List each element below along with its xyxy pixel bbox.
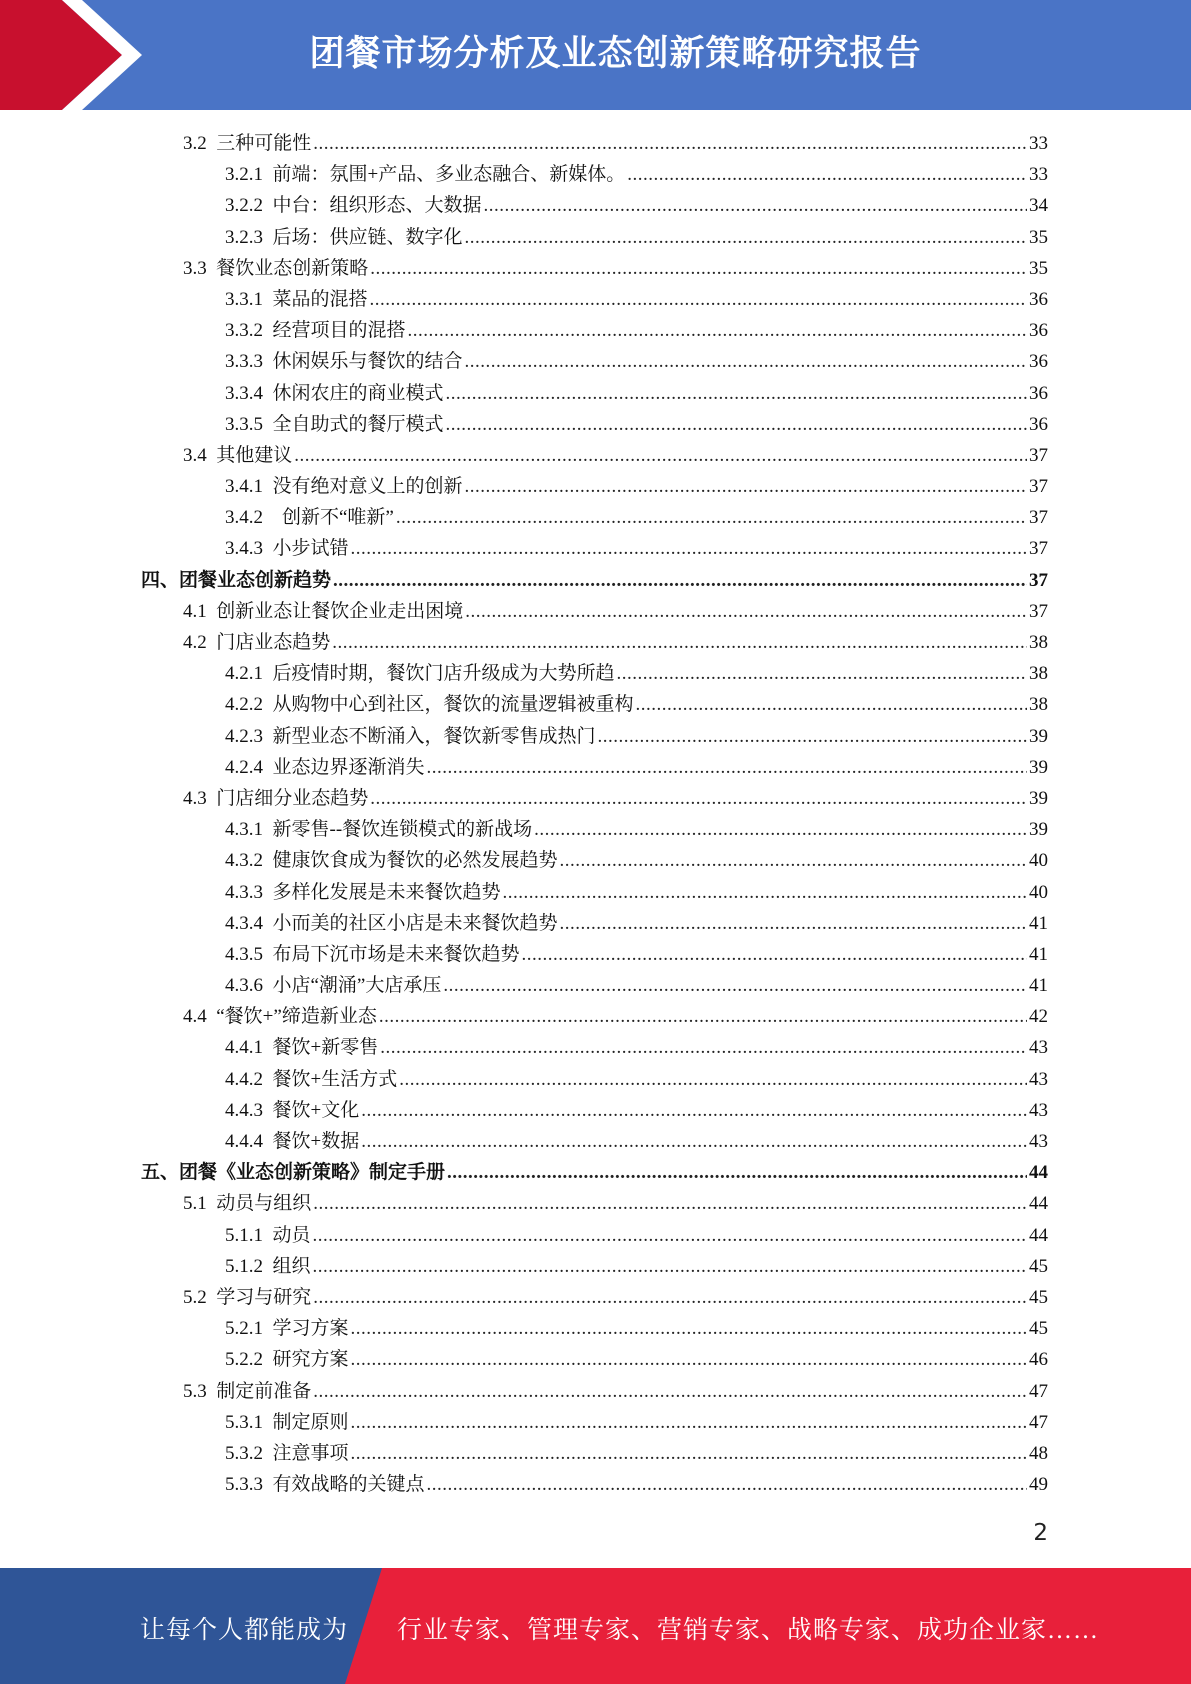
toc-entry-number: 4.2.2: [225, 694, 273, 716]
toc-dot-leader: [396, 502, 1027, 533]
toc-entry[interactable]: [141, 159, 1048, 190]
toc-dot-leader: [427, 752, 1027, 783]
toc-entry-page: 37: [1029, 538, 1048, 560]
toc-entry-title: 门店细分业态趋势: [216, 787, 369, 809]
toc-dot-leader: [560, 908, 1027, 939]
toc-entry-page: 36: [1029, 413, 1048, 435]
toc-entry-title: 小店“潮涌”大店承压: [272, 975, 442, 997]
toc-dot-leader: [465, 471, 1027, 502]
toc-entry-page: 35: [1029, 257, 1048, 279]
toc-entry-number: 4.4.3: [225, 1099, 273, 1121]
toc-entry-page: 33: [1029, 164, 1048, 186]
toc-dot-leader: [627, 159, 1027, 190]
toc-entry-title: 经营项目的混搭: [272, 320, 406, 342]
toc-dot-leader: [361, 1126, 1027, 1157]
toc-entry-title: 动员与组织: [216, 1193, 312, 1215]
toc-entry-page: 49: [1029, 1474, 1048, 1496]
toc-entry-title: 餐饮+数据: [272, 1131, 360, 1152]
toc-entry-title: 餐饮+生活方式: [272, 1068, 398, 1090]
toc-entry[interactable]: [141, 908, 1048, 939]
toc-entry-number: 4.2.3: [225, 725, 273, 747]
toc-dot-leader: [408, 315, 1027, 346]
toc-entry[interactable]: [141, 783, 1048, 814]
toc-entry-page: 37: [1029, 569, 1048, 591]
toc-entry-number: 4.3.4: [225, 912, 273, 934]
toc-entry-page: 37: [1029, 476, 1048, 498]
toc-entry[interactable]: [141, 752, 1048, 783]
toc-entry-page: 47: [1029, 1411, 1048, 1433]
toc-entry-number: 5.1: [183, 1193, 217, 1215]
toc-entry-number: 3.4.1: [225, 476, 273, 498]
toc-entry[interactable]: [141, 1313, 1048, 1344]
toc-entry-number: 5.3.2: [225, 1442, 273, 1464]
report-title: 团餐市场分析及业态创新策略研究报告: [309, 34, 922, 74]
toc-entry-page: 43: [1029, 1131, 1048, 1152]
toc-entry-page: 41: [1029, 975, 1048, 997]
toc-entry-page: 38: [1029, 694, 1048, 716]
toc-entry-title: 其他建议: [216, 444, 293, 466]
toc-dot-leader: [465, 346, 1027, 377]
toc-dot-leader: [351, 1313, 1027, 1344]
toc-dot-leader: [313, 128, 1027, 159]
toc-dot-leader: [379, 1001, 1027, 1032]
toc-entry-title: 三种可能性: [216, 133, 312, 154]
toc-entry-page: 47: [1029, 1380, 1048, 1402]
toc-entry[interactable]: [141, 970, 1048, 1001]
toc-entry[interactable]: [141, 440, 1048, 471]
toc-entry[interactable]: [141, 565, 1048, 596]
toc-entry-number: 5.2: [183, 1286, 217, 1308]
toc-entry-number: 3.4.2: [225, 507, 273, 529]
toc-entry[interactable]: [141, 1064, 1048, 1095]
toc-entry-number: 3.2: [183, 133, 217, 154]
toc-entry-number: 4.2.4: [225, 756, 273, 778]
toc-entry-number: 4.1: [183, 600, 217, 622]
toc-entry-page: 42: [1029, 1006, 1048, 1028]
toc-dot-leader: [351, 533, 1027, 564]
toc-dot-leader: [351, 1344, 1027, 1375]
toc-entry-title: 创新业态让餐饮企业走出困境: [216, 600, 464, 622]
toc-entry[interactable]: [141, 533, 1048, 564]
toc-entry-page: 38: [1029, 663, 1048, 685]
toc-entry-title: 餐饮+文化: [272, 1099, 360, 1121]
toc-entry-title: 制定前准备: [216, 1380, 312, 1402]
toc-entry-page: 39: [1029, 787, 1048, 809]
toc-entry-title: 菜品的混搭: [272, 288, 368, 310]
toc-entry[interactable]: [141, 1126, 1048, 1157]
toc-entry[interactable]: [141, 627, 1048, 658]
toc-entry-number: 3.3.4: [225, 382, 273, 404]
toc-entry-number: 3.3: [183, 257, 217, 279]
toc-entry-title: 餐饮业态创新策略: [216, 257, 369, 279]
toc-entry-page: 41: [1029, 943, 1048, 965]
toc-entry-title: 全自助式的餐厅模式: [272, 413, 444, 435]
toc-entry[interactable]: [141, 1438, 1048, 1469]
toc-entry[interactable]: [141, 502, 1048, 533]
toc-entry-page: 35: [1029, 226, 1048, 248]
toc-entry-title: 后疫情时期，餐饮门店升级成为大势所趋: [272, 663, 615, 685]
toc-entry[interactable]: [141, 845, 1048, 876]
toc-entry-title: 新型业态不断涌入，餐饮新零售成热门: [272, 725, 596, 747]
toc-entry[interactable]: [141, 190, 1048, 221]
toc-dot-leader: [351, 1438, 1027, 1469]
toc-entry[interactable]: [141, 1157, 1048, 1188]
toc-entry-title: 注意事项: [272, 1442, 349, 1464]
toc-entry[interactable]: [141, 1251, 1048, 1282]
toc-entry-number: 3.2.2: [225, 195, 273, 217]
toc-entry-number: 4.3.5: [225, 943, 273, 965]
toc-entry[interactable]: [141, 596, 1048, 627]
toc-entry-page: 39: [1029, 756, 1048, 778]
toc-entry-title: 中台：组织形态、大数据: [272, 195, 482, 217]
toc-entry-page: 44: [1029, 1224, 1048, 1246]
toc-entry[interactable]: [141, 877, 1048, 908]
toc-dot-leader: [370, 783, 1027, 814]
table-of-contents: [141, 128, 1048, 1500]
toc-dot-leader: [503, 877, 1027, 908]
toc-dot-leader: [598, 721, 1027, 752]
toc-entry[interactable]: [141, 689, 1048, 720]
page-number: 2: [1033, 1520, 1048, 1546]
toc-entry-page: 45: [1029, 1286, 1048, 1308]
toc-entry-title: 休闲娱乐与餐饮的结合: [272, 351, 463, 373]
toc-entry-number: 5.3.1: [225, 1411, 273, 1433]
toc-entry-title: 休闲农庄的商业模式: [272, 382, 444, 404]
toc-dot-leader: [332, 627, 1027, 658]
toc-dot-leader: [465, 596, 1027, 627]
toc-entry[interactable]: [141, 1220, 1048, 1251]
toc-entry-number: 4.3: [183, 787, 217, 809]
toc-entry-page: 40: [1029, 850, 1048, 872]
toc-entry-number: 5.1.2: [225, 1255, 273, 1277]
toc-entry-title: 研究方案: [272, 1349, 349, 1371]
toc-dot-leader: [313, 1282, 1027, 1313]
toc-entry-title: 学习与研究: [216, 1286, 312, 1308]
toc-entry-number: 4.3.1: [225, 819, 273, 841]
toc-entry-title: 新零售--餐饮连锁模式的新战场: [272, 819, 533, 841]
toc-entry[interactable]: [141, 721, 1048, 752]
toc-dot-leader: [313, 1376, 1027, 1407]
toc-dot-leader: [447, 1157, 1027, 1188]
toc-entry-title: 多样化发展是未来餐饮趋势: [272, 881, 501, 903]
toc-entry[interactable]: [141, 1001, 1048, 1032]
toc-dot-leader: [617, 658, 1027, 689]
toc-entry[interactable]: [141, 222, 1048, 253]
toc-entry[interactable]: [141, 1376, 1048, 1407]
toc-entry[interactable]: [141, 128, 1048, 159]
toc-dot-leader: [313, 1220, 1027, 1251]
toc-entry-page: 33: [1029, 133, 1048, 154]
toc-entry[interactable]: [141, 346, 1048, 377]
toc-entry[interactable]: [141, 1407, 1048, 1438]
toc-entry-page: 36: [1029, 382, 1048, 404]
toc-entry-title: 五、团餐《业态创新策略》制定手册: [141, 1162, 446, 1184]
toc-entry-number: 3.3.1: [225, 288, 273, 310]
toc-entry-page: 48: [1029, 1442, 1048, 1464]
toc-entry-number: 3.2.3: [225, 226, 273, 248]
toc-entry-number: 4.2.1: [225, 663, 273, 685]
toc-entry-page: 44: [1029, 1193, 1048, 1215]
toc-entry-page: 39: [1029, 725, 1048, 747]
toc-dot-leader: [443, 970, 1027, 1001]
toc-entry-title: 组织: [272, 1255, 311, 1277]
toc-entry-number: 3.2.1: [225, 164, 273, 186]
toc-entry-page: 45: [1029, 1318, 1048, 1340]
toc-entry-page: 37: [1029, 444, 1048, 466]
toc-entry-title: 制定原则: [272, 1411, 349, 1433]
toc-entry-number: 4.4: [183, 1006, 217, 1028]
toc-dot-leader: [446, 378, 1027, 409]
toc-entry[interactable]: [141, 1032, 1048, 1063]
toc-entry-number: 4.3.6: [225, 975, 273, 997]
toc-entry[interactable]: [141, 1095, 1048, 1126]
toc-entry[interactable]: [141, 284, 1048, 315]
toc-entry[interactable]: [141, 1282, 1048, 1313]
toc-entry[interactable]: [141, 253, 1048, 284]
toc-entry-page: 36: [1029, 351, 1048, 373]
toc-entry[interactable]: [141, 658, 1048, 689]
toc-dot-leader: [522, 939, 1027, 970]
toc-entry[interactable]: [141, 378, 1048, 409]
toc-dot-leader: [313, 1188, 1027, 1219]
toc-entry-page: 34: [1029, 195, 1048, 217]
toc-dot-leader: [351, 1407, 1027, 1438]
footer-banner: [0, 1568, 1191, 1684]
toc-dot-leader: [370, 284, 1027, 315]
toc-entry-number: 3.3.3: [225, 351, 273, 373]
toc-entry-number: 4.4.1: [225, 1037, 273, 1059]
toc-entry-number: 4.4.2: [225, 1068, 273, 1090]
toc-entry-title: 后场：供应链、数字化: [272, 226, 463, 248]
toc-entry-number: 5.3.3: [225, 1474, 273, 1496]
toc-entry-title: 小而美的社区小店是未来餐饮趋势: [272, 912, 558, 934]
toc-entry[interactable]: [141, 1344, 1048, 1375]
toc-dot-leader: [370, 253, 1027, 284]
toc-entry-title: 动员: [272, 1224, 311, 1246]
toc-entry-page: 36: [1029, 288, 1048, 310]
footer-slogan-left: 让每个人都能成为: [140, 1617, 349, 1644]
toc-dot-leader: [361, 1095, 1027, 1126]
toc-entry-page: 43: [1029, 1068, 1048, 1090]
toc-entry[interactable]: [141, 471, 1048, 502]
report-header: [0, 0, 1191, 110]
toc-entry-number: 5.2.1: [225, 1318, 273, 1340]
toc-entry-title: 布局下沉市场是未来餐饮趋势: [272, 943, 520, 965]
toc-dot-leader: [446, 409, 1027, 440]
toc-entry-number: 5.1.1: [225, 1224, 273, 1246]
toc-entry-page: 38: [1029, 632, 1048, 653]
toc-entry-number: 5.3: [183, 1380, 217, 1402]
toc-dot-leader: [333, 565, 1027, 596]
toc-entry-title: 创新不“唯新”: [272, 507, 394, 529]
toc-dot-leader: [380, 1032, 1027, 1063]
toc-dot-leader: [313, 1251, 1027, 1282]
toc-dot-leader: [399, 1064, 1027, 1095]
toc-entry-page: 37: [1029, 600, 1048, 622]
toc-entry-number: 4.3.3: [225, 881, 273, 903]
toc-entry-page: 43: [1029, 1037, 1048, 1059]
toc-entry-title: 没有绝对意义上的创新: [272, 476, 463, 498]
toc-entry-title: 前端：氛围+产品、多业态融合、新媒体。: [272, 164, 626, 186]
toc-entry[interactable]: [141, 315, 1048, 346]
toc-entry[interactable]: [141, 939, 1048, 970]
toc-entry-number: 4.3.2: [225, 850, 273, 872]
toc-entry-number: 3.3.2: [225, 320, 273, 342]
toc-dot-leader: [484, 190, 1027, 221]
toc-entry-title: 小步试错: [272, 538, 349, 560]
toc-entry-page: 37: [1029, 507, 1048, 529]
footer-slogan-right: 行业专家、管理专家、营销专家、战略专家、成功企业家……: [397, 1617, 1100, 1644]
toc-entry-number: 4.4.4: [225, 1131, 273, 1152]
toc-entry-title: 学习方案: [272, 1318, 349, 1340]
toc-entry[interactable]: [141, 1188, 1048, 1219]
toc-entry-page: 46: [1029, 1349, 1048, 1371]
toc-entry[interactable]: [141, 1469, 1048, 1500]
toc-entry-number: 3.4.3: [225, 538, 273, 560]
toc-entry-page: 36: [1029, 320, 1048, 342]
toc-entry[interactable]: [141, 814, 1048, 845]
toc-entry-title: 门店业态趋势: [216, 632, 331, 653]
toc-entry-title: 从购物中心到社区，餐饮的流量逻辑被重构: [272, 694, 634, 716]
toc-dot-leader: [636, 689, 1027, 720]
toc-entry-title: 业态边界逐渐消失: [272, 756, 425, 778]
toc-entry-number: 4.2: [183, 632, 217, 653]
toc-entry-number: 3.3.5: [225, 413, 273, 435]
toc-entry-title: 健康饮食成为餐饮的必然发展趋势: [272, 850, 558, 872]
toc-dot-leader: [465, 222, 1027, 253]
toc-dot-leader: [427, 1469, 1027, 1500]
toc-entry-page: 45: [1029, 1255, 1048, 1277]
toc-dot-leader: [560, 845, 1027, 876]
toc-dot-leader: [294, 440, 1027, 471]
toc-entry-page: 39: [1029, 819, 1048, 841]
toc-entry-page: 41: [1029, 912, 1048, 934]
toc-entry-title: “餐饮+”缔造新业态: [216, 1006, 377, 1028]
toc-entry-page: 43: [1029, 1099, 1048, 1121]
toc-entry-page: 40: [1029, 881, 1048, 903]
toc-entry-title: 餐饮+新零售: [272, 1037, 379, 1059]
toc-entry-number: 5.2.2: [225, 1349, 273, 1371]
toc-entry-title: 有效战略的关键点: [272, 1474, 425, 1496]
toc-entry-title: 四、团餐业态创新趋势: [141, 569, 332, 591]
toc-entry-page: 44: [1029, 1162, 1048, 1184]
toc-entry-number: 3.4: [183, 444, 217, 466]
toc-dot-leader: [534, 814, 1027, 845]
toc-entry[interactable]: [141, 409, 1048, 440]
